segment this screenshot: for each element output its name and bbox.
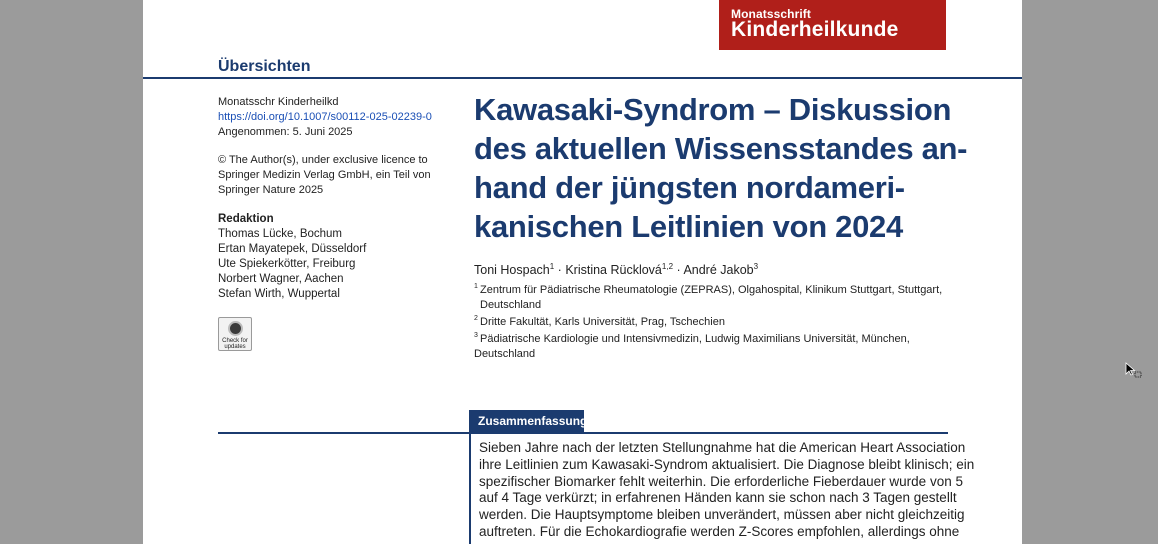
abstract-body — [479, 440, 975, 541]
journal-banner — [719, 0, 946, 50]
title-line: kanischen Leitlinien von 2024 — [474, 209, 903, 244]
abstract-side-rule — [469, 432, 471, 544]
header-rule — [143, 77, 1022, 79]
author-name: André Jakob — [683, 263, 754, 278]
check-updates-label-line: Check for — [222, 338, 248, 344]
abstract-heading: Zusammenfassung — [469, 410, 584, 433]
abstract-line: spezifischer Biomarker fehlt weiterhin. Die erforderliche Fieberdauer wurde von 5 — [479, 473, 963, 489]
accepted-date: Angenommen: 5. Juni 2025 — [218, 126, 353, 138]
section-label: Übersichten — [218, 58, 311, 75]
editor-name: Norbert Wagner, Aachen — [218, 273, 344, 285]
journal-abbrev: Monatsschr Kinderheilkd — [218, 96, 339, 108]
affiliation-1: 1 Zentrum für Pädiatrische Rheumatologie (ZEPRAS), Olgahospital, Klinikum Stuttgart, Stuttgart, Deutschland — [474, 283, 954, 313]
article-meta — [218, 95, 432, 140]
abstract-line: ihre Leitlinien zum Kawasaki-Syndrom aktualisiert. Die Diagnose bleibt klinisch; ein — [479, 456, 975, 472]
author-name: Toni Hospach — [474, 263, 550, 278]
doi-link[interactable]: https://doi.org/10.1007/s00112-025-02239-0 — [218, 111, 432, 123]
title-line: Kawasaki-Syndrom – Diskussion — [474, 92, 952, 127]
editor-name: Ute Spiekerkötter, Freiburg — [218, 258, 356, 270]
check-updates-label-line: updates — [224, 344, 246, 350]
copyright-notice — [218, 153, 438, 198]
abstract-line: werden. Die Hauptsymptome bleiben unverändert, müssen aber nicht gleichzeitig — [479, 507, 965, 523]
check-updates-icon — [228, 321, 243, 336]
author-affil-sup: 1 — [549, 262, 555, 271]
journal-large-title: Kinderheilkunde — [731, 18, 899, 41]
author-separator: · — [673, 263, 684, 278]
author-affil-sup: 1,2 — [661, 262, 674, 271]
affiliation-text: Zentrum für Pädiatrische Rheumatologie (ZEPRAS), Olgahospital, Klinikum Stuttgart, Stuttgart, — [480, 284, 943, 296]
pdf-page — [143, 0, 1022, 544]
author-affil-sup: 3 — [753, 262, 759, 271]
mouse-cursor-icon — [1125, 362, 1143, 380]
editors-heading: Redaktion — [218, 213, 274, 225]
check-updates-label — [219, 338, 251, 350]
abstract-rule — [218, 432, 948, 434]
author-separator: · — [554, 263, 566, 278]
affiliation-3: 3 Pädiatrische Kardiologie und Intensivmedizin, Ludwig Maximilians Universität, München, Deutschland — [474, 332, 910, 360]
check-for-updates-button[interactable] — [218, 317, 252, 351]
affiliation-text: Deutschland — [480, 299, 542, 311]
article-title — [474, 90, 968, 246]
author-list — [474, 262, 758, 277]
copyright-line: © The Author(s), under exclusive licence to — [218, 154, 428, 166]
title-line: des aktuellen Wissensstandes an- — [474, 131, 968, 166]
abstract-line: Sieben Jahre nach der letzten Stellungnahme hat die American Heart Association — [479, 440, 966, 455]
editor-name: Stefan Wirth, Wuppertal — [218, 288, 340, 300]
editors-block — [218, 212, 366, 302]
journal-small-title: Monatsschrift — [731, 7, 811, 21]
affiliation-text: Pädiatrische Kardiologie und Intensivmedizin, Ludwig Maximilians Universität, München, Deutschland — [474, 333, 910, 360]
title-line: hand der jüngsten nordameri- — [474, 170, 905, 205]
copyright-line: Springer Nature 2025 — [218, 184, 324, 196]
editor-name: Ertan Mayatepek, Düsseldorf — [218, 243, 367, 255]
copyright-line: Springer Medizin Verlag GmbH, ein Teil von — [218, 169, 431, 181]
author-name: Kristina Rücklová — [565, 263, 662, 278]
editor-name: Thomas Lücke, Bochum — [218, 228, 343, 240]
affiliation-2: 2 Dritte Fakultät, Karls Universität, Prag, Tschechien — [474, 315, 725, 328]
abstract-line: auftreten. Für die Echokardiografie werden Z-Scores empfohlen, allerdings ohne — [479, 523, 960, 539]
affiliation-text: Dritte Fakultät, Karls Universität, Prag, Tschechien — [480, 316, 725, 328]
abstract-line: auf 4 Tage verkürzt; in erfahrenen Händen kann sie schon nach 3 Tagen gestellt — [479, 490, 957, 506]
